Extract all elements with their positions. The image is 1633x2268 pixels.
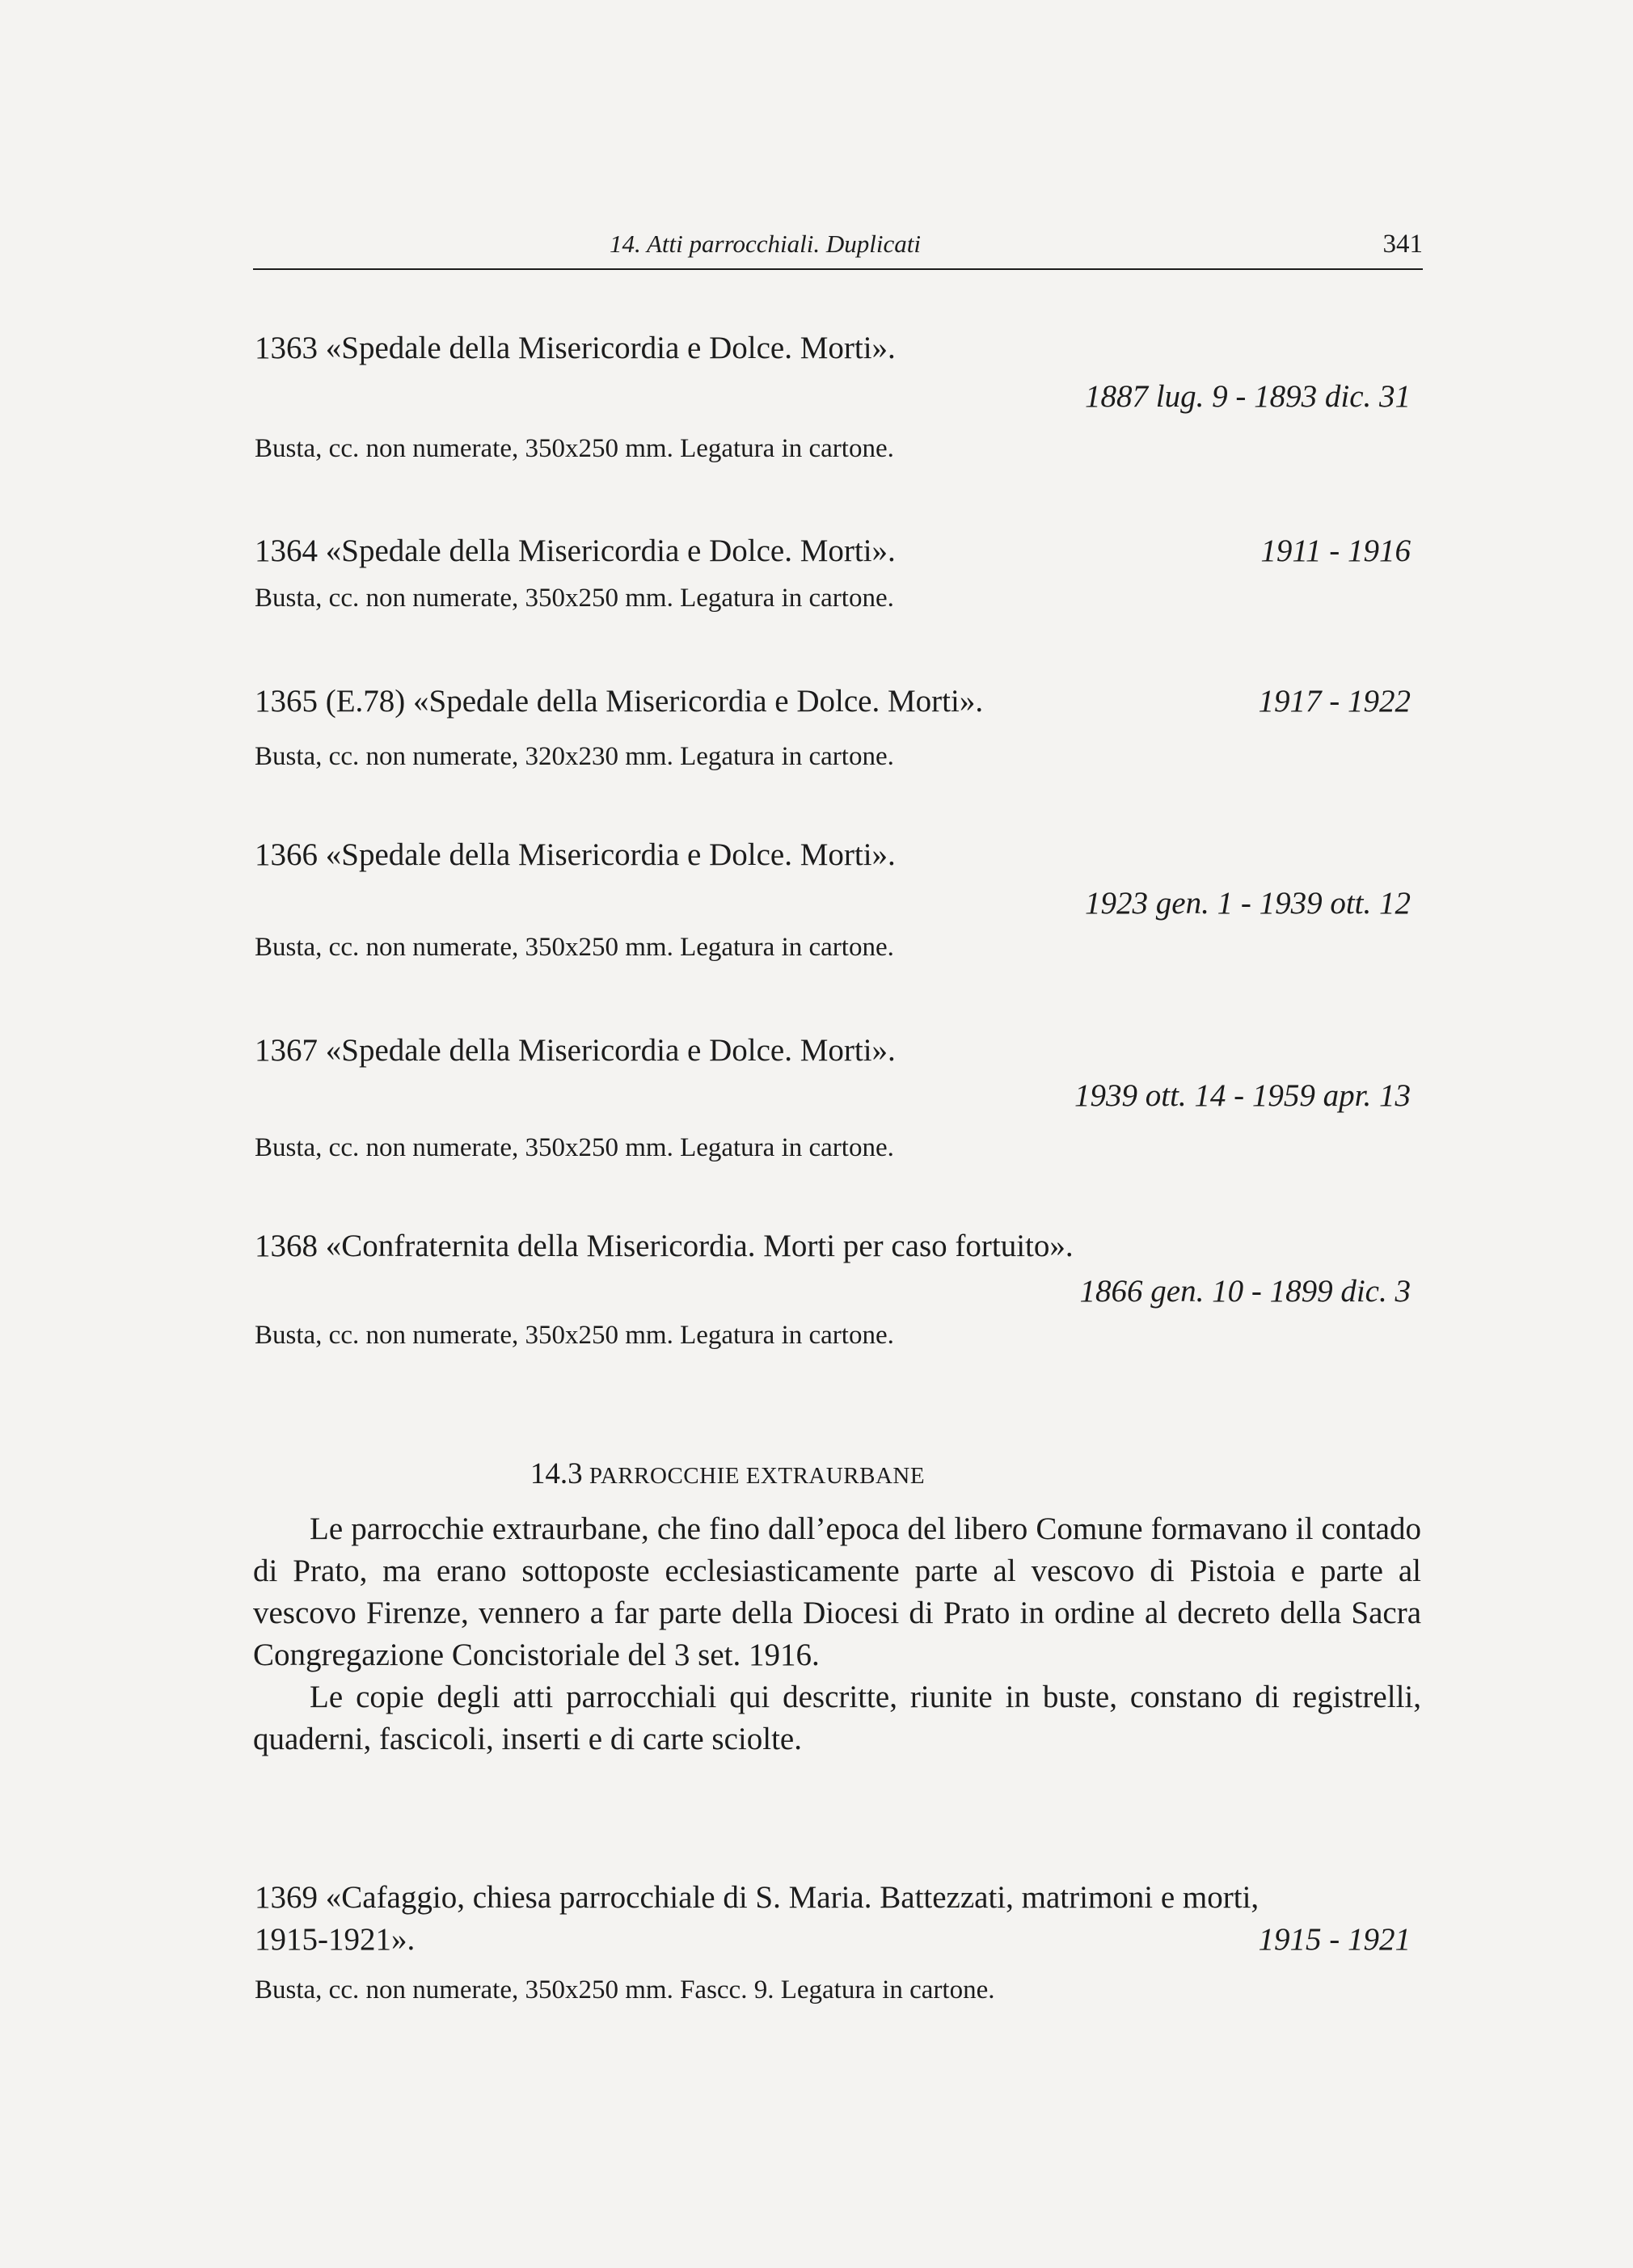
entry-1369	[255, 1877, 1411, 2008]
entry-dates: 1917 - 1922	[1258, 684, 1411, 719]
entry-dates: 1866 gen. 10 - 1899 dic. 3	[1079, 1274, 1411, 1309]
intro-paragraph: Le copie degli atti parrocchiali qui descritte, riunite in buste, constano di registrelli, quaderni, fascicoli, inserti e di carte sciolte.	[253, 1680, 1421, 1756]
entry-1364	[255, 530, 1411, 616]
entry-dates: 1939 ott. 14 - 1959 apr. 13	[1074, 1078, 1411, 1113]
entry-title-continued: 1915-1921».	[255, 1922, 416, 1957]
entry-title-line	[255, 530, 1411, 572]
entry-dates: 1887 lug. 9 - 1893 dic. 31	[1085, 379, 1411, 414]
entry-dates: 1911 - 1916	[1260, 533, 1411, 568]
entry-dates: 1923 gen. 1 - 1939 ott. 12	[1085, 886, 1411, 921]
entry-1368	[255, 1225, 1411, 1353]
section-intro	[253, 1508, 1421, 1760]
entry-description: Busta, cc. non numerate, 350x250 mm. Legatura in cartone.	[255, 933, 894, 962]
entry-description: Busta, cc. non numerate, 350x250 mm. Legatura in cartone.	[255, 1321, 894, 1350]
entry-description: Busta, cc. non numerate, 350x250 mm. Legatura in cartone.	[255, 1133, 894, 1162]
entry-title-line	[255, 1919, 1411, 1961]
header-rule	[253, 268, 1423, 270]
intro-paragraph: Le parrocchie extraurbane, che fino dall’epoca del libero Comune formavano il contado di Prato, ma erano sottoposte ecclesiasticamente parte al vescovo di Pistoia e parte al vescovo Firenze, vennero a far parte della Diocesi di Prato in ordine al decreto della Sacra Congregazione Concistoriale del 3 set. 1916.	[253, 1511, 1421, 1672]
entry-1365	[255, 681, 1411, 774]
running-title: 14. Atti parrocchiali. Duplicati	[610, 230, 921, 258]
entry-1367	[255, 1030, 1411, 1166]
entry-description: Busta, cc. non numerate, 350x250 mm. Legatura in cartone.	[255, 584, 894, 613]
section-number: 14.3	[530, 1457, 583, 1490]
entry-title: 1368 «Confraternita della Misericordia. Morti per caso fortuito».	[255, 1229, 1074, 1263]
entry-description: Busta, cc. non numerate, 350x250 mm. Fascc. 9. Legatura in cartone.	[255, 1975, 995, 2005]
entry-title: 1369 «Cafaggio, chiesa parrocchiale di S. Maria. Battezzati, matrimoni e morti,	[255, 1880, 1260, 1915]
entry-title: 1367 «Spedale della Misericordia e Dolce. Morti».	[255, 1033, 896, 1068]
entry-description: Busta, cc. non numerate, 320x230 mm. Legatura in cartone.	[255, 742, 894, 771]
entry-dates: 1915 - 1921	[1258, 1922, 1411, 1957]
entry-title: 1365 (E.78) «Spedale della Misericordia e Dolce. Morti».	[255, 684, 984, 719]
entry-title: 1366 «Spedale della Misericordia e Dolce. Morti».	[255, 837, 896, 872]
entry-1363	[255, 327, 1411, 466]
entry-1366	[255, 834, 1411, 965]
section-heading	[0, 1456, 1544, 1491]
entry-title: 1364 «Spedale della Misericordia e Dolce. Morti».	[255, 533, 896, 568]
entry-title-line	[255, 681, 1411, 723]
page-number: 341	[1382, 230, 1423, 259]
entry-title: 1363 «Spedale della Misericordia e Dolce. Morti».	[255, 331, 896, 365]
entry-description: Busta, cc. non numerate, 350x250 mm. Legatura in cartone.	[255, 434, 894, 463]
section-title: PARROCCHIE EXTRAURBANE	[589, 1463, 926, 1489]
running-header	[253, 230, 1423, 268]
